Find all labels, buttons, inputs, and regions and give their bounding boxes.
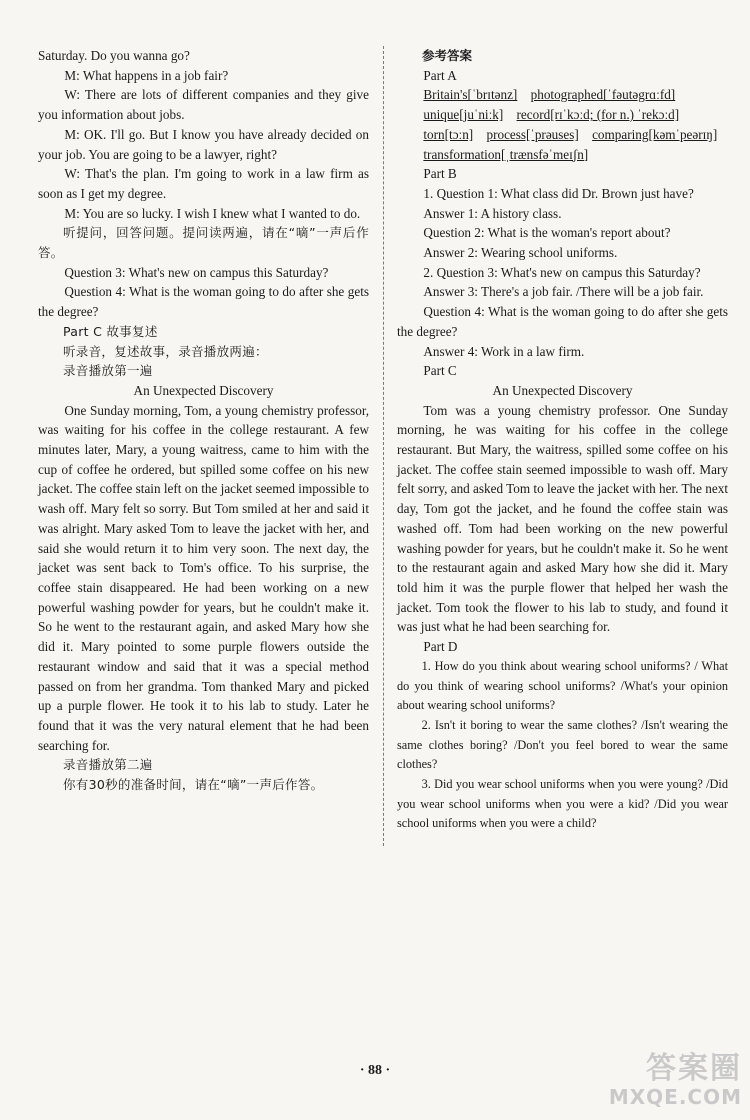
vocab-item: record[rɪˈkɔːd; (for n.) ˈrekɔːd] [516, 107, 680, 123]
section-heading: Part B [423, 166, 457, 182]
instruction-text: 录音播放第二遍 [63, 757, 153, 773]
page-number: · 88 · [359, 1063, 391, 1078]
answer-paragraph: 2. Isn't it boring to wear the same clothes? /Isn't wearing the same clothes boring? /Don't you feel bored to wear the same clothes? [397, 717, 728, 772]
dialogue-line: W: That's the plan. I'm going to work in a law firm as soon as I get my degree. [38, 166, 369, 201]
left-column [38, 46, 369, 795]
vocab-item: unique[juˈniːk] [423, 107, 504, 123]
story-paragraph: One Sunday morning, Tom, a young chemistry professor, was waiting for his coffee in the college restaurant. A few minutes later, Mary, a young waitress, came to him with the cup of coffee he ordered, but spilled some coffee on his new jacket. The coffee stain left on the jacket seemed impossible to wash off. Mary felt so sorry. But Tom smiled at her and said it was alright. Mary asked Tom to leave the jacket with her, and said she would return it to him very soon. The next day, the jacket was sent back to Tom's office. To his surprise, the coffee stain disappeared. He had been working on a new powerful washing powder for years, but he couldn't make it. So he went to the restaurant again, and asked Mary how she did it. Mary pointed to some purple flowers outside the restaurant window and said that it was a special method passed on from her grandma. Tom thanked Mary and picked up a purple flower. He took it to his lab to study. Later he found that it was the very natural element that he had been searching for. [38, 402, 369, 753]
dialogue-line: Saturday. Do you wanna go? [38, 48, 190, 63]
question-line: Question 2: What is the woman's report about? [423, 225, 671, 241]
dialogue-line: M: What happens in a job fair? [64, 67, 229, 83]
answer-paragraph: 3. Did you wear school uniforms when you were young? /Did you wear school uniforms when you were a kid? /Did you wear school uniforms when you were a child? [397, 777, 728, 831]
watermark-url: MXQE.COM [608, 1085, 742, 1109]
question-line: 2. Question 3: What's new on campus this Saturday? [423, 264, 701, 280]
question-line: Question 4: What is the woman going to do after she gets the degree? [38, 284, 369, 320]
answer-line: Answer 2: Wearing school uniforms. [423, 245, 618, 261]
instruction-text: 听提问，回答问题。提问读两遍，请在“嘀”一声后作答。 [38, 225, 369, 261]
story-paragraph: Tom was a young chemistry professor. One Sunday morning, he was waiting for his coffee in the college restaurant. But Mary, the waitress, spilled some coffee on his jacket. The coffee stain seemed impossible to wash off. Mary felt sorry, and asked Tom to leave the jacket with her. The next day, Tom got the jacket, and he found the coffee stain was washed off. Tom had been working on the new powerful washing powder for years, but he couldn't make it. So he went to the restaurant again and asked Mary how she did it. Mary told him it was the purple flower that helped her wash the jacket. Tom took the flower to his lab to study, and found it was just what he had been searching for. [397, 402, 728, 635]
story-title: An Unexpected Discovery [492, 382, 633, 398]
right-column [397, 46, 728, 834]
instruction-text: 录音播放第一遍 [63, 363, 153, 379]
watermark-logo [592, 1052, 742, 1114]
section-heading: Part A [423, 67, 457, 83]
column-divider [383, 46, 384, 846]
answer-paragraph: 1. How do you think about wearing school uniforms? / What do you think of wearing school uniforms? /What's your opinion about wearing school uniforms? [397, 658, 728, 713]
vocab-item: Britain's[ˈbrɪtənz] [423, 87, 518, 103]
answer-line: Answer 4: Work in a law firm. [423, 343, 585, 359]
answer-line: Answer 1: A history class. [423, 205, 562, 221]
dialogue-line: M: You are so lucky. I wish I knew what I wanted to do. [64, 205, 361, 221]
vocab-item: process[ˈprəuses] [486, 126, 579, 142]
question-line: Question 3: What's new on campus this Saturday? [64, 264, 329, 280]
answer-line: Answer 3: There's a job fair. /There will be a job fair. [423, 284, 704, 300]
vocab-item: transformation[ˌtrænsfəˈmeɪʃn] [423, 146, 589, 162]
section-heading: Part D [423, 639, 458, 655]
answer-heading: 参考答案 [422, 48, 473, 63]
instruction-text: 听录音，复述故事，录音播放两遍： [63, 343, 268, 359]
story-title: An Unexpected Discovery [133, 382, 274, 398]
vocab-item: comparing[kəmˈpeərɪŋ] [592, 126, 718, 142]
question-line: 1. Question 1: What class did Dr. Brown just have? [423, 185, 694, 201]
dialogue-line: M: OK. I'll go. But I know you have already decided on your job. You are going to be a lawyer, right? [38, 126, 369, 162]
vocab-list [397, 85, 728, 164]
instruction-text: 你有30秒的准备时间，请在“嘀”一声后作答。 [63, 777, 324, 793]
section-heading: Part C 故事复述 [63, 323, 158, 339]
vocab-item: torn[tɔːn] [423, 126, 474, 142]
vocab-item: photographed[ˈfəutəgrɑːfd] [530, 87, 676, 103]
question-line: Question 4: What is the woman going to do after she gets the degree? [397, 304, 728, 339]
watermark-text: 答案圈 [646, 1051, 742, 1086]
section-heading: Part C [423, 363, 457, 379]
dialogue-line: W: There are lots of different companies and they give you information about jobs. [38, 87, 369, 123]
